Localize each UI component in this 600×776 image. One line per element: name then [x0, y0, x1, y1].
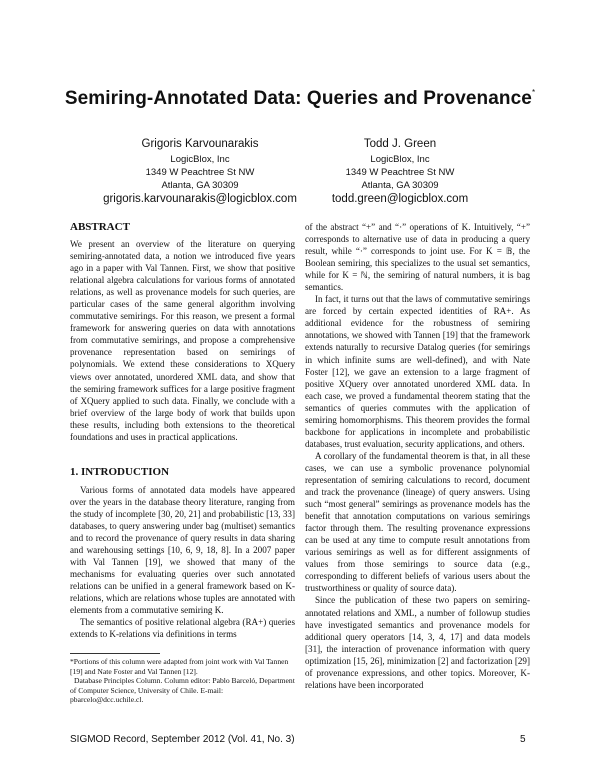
author-city: Atlanta, GA 30309 [361, 180, 439, 191]
intro-paragraph-2: The semantics of positive relational algebra (RA+) queries extends to K-relations via definitions in terms [70, 617, 295, 640]
intro-paragraph-1: Various forms of annotated data models have appeared over the years in the database theory literature, ranging from the study of incomplete [30, 20, 21] and probabilistic [13, 33] databases, to query answering under bag (multiset) semantics and to record the provenance of query results in data sharing and warehousing settings [10, 6, 9, 18, 8]. In a 2007 paper with Val Tannen [19], we showed that many of the mechanisms for evaluating queries over such annotated relations can be unified in a general framework based on K-relations, which are relations whose tuples are annotated with elements from a commutative semiring K. [70, 484, 295, 616]
author-email[interactable]: grigoris.karvounarakis@logicblox.com [103, 193, 297, 205]
author-org: LogicBlox, Inc [170, 154, 230, 165]
abstract-heading: ABSTRACT [70, 221, 130, 233]
page-number: 5 [520, 734, 526, 745]
footnote-portions: *Portions of this column were adapted from joint work with Val Tannen [19] and Nate Foster and Val Tannen [12]. [70, 657, 289, 676]
author-name: Grigoris Karvounarakis [141, 138, 259, 150]
venue-footer: SIGMOD Record, September 2012 (Vol. 41, No. 3) [70, 734, 295, 745]
footnote-rule [70, 653, 160, 654]
author-email[interactable]: todd.green@logicblox.com [331, 193, 469, 205]
title-text: Semiring-Annotated Data: Queries and Provenance [64, 88, 532, 109]
body-paragraph-1: of the abstract “+” and “·” operations of K. Intuitively, “+” corresponds to alternative use of data in producing a query result, while “·” corresponds to joint use. For K = 𝔹, the Boolean semiring, this specializes to the usual set semantics, while for K = ℕ, the semiring of natural numbers, it is bag semantics. [305, 222, 530, 293]
left-column [70, 220, 295, 640]
author-street: 1349 W Peachtree St NW [145, 167, 255, 178]
author-city: Atlanta, GA 30309 [161, 180, 239, 191]
author-block-2 [270, 137, 530, 206]
abstract-text: We present an overview of the literature on querying semiring-annotated data, a notion we introduced five years ago in a paper with Val Tannen. First, we show that positive relational algebra calculations for various forms of annotated relations, as well as provenance models for such queries, are particular cases of the same general algorithm involving commutative semirings. For this reason, we present a formal framework for answering queries on data with annotations from commutative semirings, and propose a comprehensive provenance representation based on semirings of polynomials. We extend these considerations to XQuery views over annotated, unordered XML data, and show that the semiring framework suffices for a large positive fragment of XQuery applied to such data. Finally, we conclude with a brief overview of the large body of work that builds upon these results, including both extensions to the theoretical foundations and uses in practical applications. [70, 239, 295, 442]
author-street: 1349 W Peachtree St NW [345, 167, 455, 178]
author-name: Todd J. Green [363, 138, 437, 150]
body-paragraph-3: A corollary of the fundamental theorem is that, in all these cases, we can use a symbolic provenance polynomial representation of semiring calculations to record, document and track the provenance (lineage) of query answers. Using such “most general” semirings as provenance models has the benefit that annotation computations on various semirings factor through them. The resulting provenance expressions can be used at any time to compute result annotations from various semirings as well as for different assignments of values from those semirings to source data (e.g., corresponding to different beliefs of various users about the trustworthiness or quality of source data). [305, 450, 530, 594]
body-paragraph-2: In fact, it turns out that the laws of commutative semirings are forced by certain expected identities of RA+. As additional evidence for the robustness of semiring annotations, we showed with Tannen [19] that the framework extends naturally to recursive Datalog queries (for semirings in which infinite sums are well-defined), and with Nate Foster [12], we gave an extension to a large fragment of positive XQuery over annotated unordered XML data. In each case, we proved a fundamental theorem stating that the semantics of queries commutes with the application of semiring homomorphisms. This theorem provides the formal backbone for applications in incomplete and probabilistic databases, trust evaluation, security applications, and others. [305, 294, 530, 449]
footnote-column-editor: Database Principles Column. Column editor: Pablo Barceló, Department of Computer Science, University of Chile. E-mail: pbarcelo@dcc.uchile.cl. [70, 676, 295, 705]
title-footnote-mark: * [531, 88, 536, 97]
introduction-heading: 1. INTRODUCTION [70, 465, 170, 478]
body-paragraph-4: Since the publication of these two papers on semiring-annotated relations and XML, a number of followup studies have investigated semantics and provenance models for additional query operators [14, 3, 4, 17] and data models [31], the interaction of provenance information with query optimization [15, 26], minimization [2] and factorization [29] of provenance expressions, and other topics. Moreover, K-relations have been incorporated [305, 595, 530, 690]
paper-title [0, 88, 600, 110]
footnote [70, 653, 295, 705]
author-org: LogicBlox, Inc [370, 154, 430, 165]
right-column [305, 221, 530, 691]
